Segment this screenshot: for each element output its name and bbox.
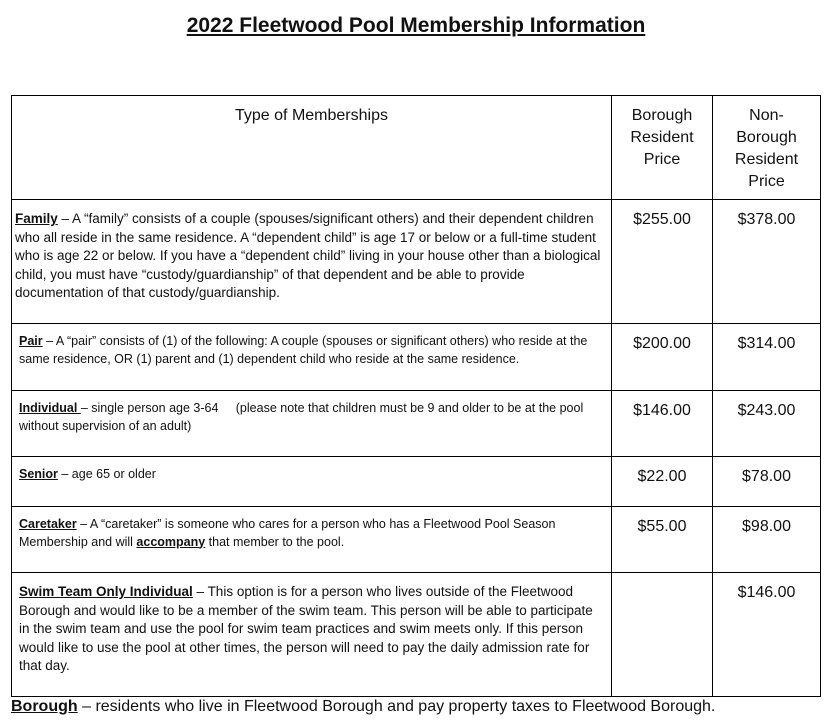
table-row-family	[12, 200, 821, 324]
membership-term: Pair	[19, 334, 43, 348]
non-borough-price: $314.00	[713, 324, 821, 391]
table-row-individual	[12, 391, 821, 457]
non-borough-price: $78.00	[713, 457, 821, 507]
borough-price: $255.00	[612, 200, 713, 324]
membership-description: Caretaker – A “caretaker” is someone who cares for a person who has a Fleetwood Pool Season Membership and will accompany that member to the pool.	[12, 507, 612, 573]
membership-description: Senior – age 65 or older	[12, 457, 612, 507]
emphasis-accompany: accompany	[136, 534, 206, 549]
membership-term: Family	[15, 211, 58, 226]
borough-price: $200.00	[612, 324, 713, 391]
table-row-caretaker	[12, 507, 821, 573]
table-row-pair	[12, 324, 821, 391]
membership-term: Senior	[19, 467, 58, 481]
non-borough-price: $243.00	[713, 391, 821, 457]
borough-price: $55.00	[612, 507, 713, 573]
membership-description: Swim Team Only Individual – This option is for a person who lives outside of the Fleetwood Borough and would like to be a member of the swim team. This person will be able to participate in the swim team and use the pool for swim team practices and swim meets only. If this person would like to use the pool at other times, the person will need to pay the daily admission rate for that day.	[12, 573, 612, 697]
non-borough-price: $146.00	[713, 573, 821, 697]
header-borough-price: Borough Resident Price	[612, 96, 713, 200]
membership-term: Swim Team Only Individual	[19, 584, 193, 599]
table-header-row	[12, 96, 821, 200]
non-borough-price: $98.00	[713, 507, 821, 573]
header-type: Type of Memberships	[12, 96, 612, 200]
borough-footnote: Borough – residents who live in Fleetwood Borough and pay property taxes to Fleetwood Borough.	[11, 698, 716, 715]
footnote-term: Borough	[11, 698, 78, 715]
membership-description: Family – A “family” consists of a couple (spouses/significant others) and their dependent children who all reside in the same residence. A “dependent child” is age 17 or below or a full-time student who is age 22 or below. If you have a “dependent child” living in your house other than a biological child, you must have “custody/guardianship” of that dependent and be able to provide documentation of that custody/guardianship.	[12, 200, 612, 324]
header-non-borough-price: Non- Borough Resident Price	[713, 96, 821, 200]
borough-price: $22.00	[612, 457, 713, 507]
membership-description: Individual – single person age 3-64 (please note that children must be 9 and older to be at the pool without supervision of an adult)	[12, 391, 612, 457]
page-title: 2022 Fleetwood Pool Membership Information	[186, 14, 646, 37]
membership-description: Pair – A “pair” consists of (1) of the following: A couple (spouses or significant others) who reside at the same residence, OR (1) parent and (1) dependent child who reside at the same residence.	[12, 324, 612, 391]
table-row-senior	[12, 457, 821, 507]
membership-term: Caretaker	[19, 517, 77, 531]
non-borough-price: $378.00	[713, 200, 821, 324]
borough-price	[612, 573, 713, 697]
membership-term: Individual	[19, 401, 81, 415]
membership-table	[11, 95, 821, 697]
table-row-swim-team	[12, 573, 821, 697]
borough-price: $146.00	[612, 391, 713, 457]
